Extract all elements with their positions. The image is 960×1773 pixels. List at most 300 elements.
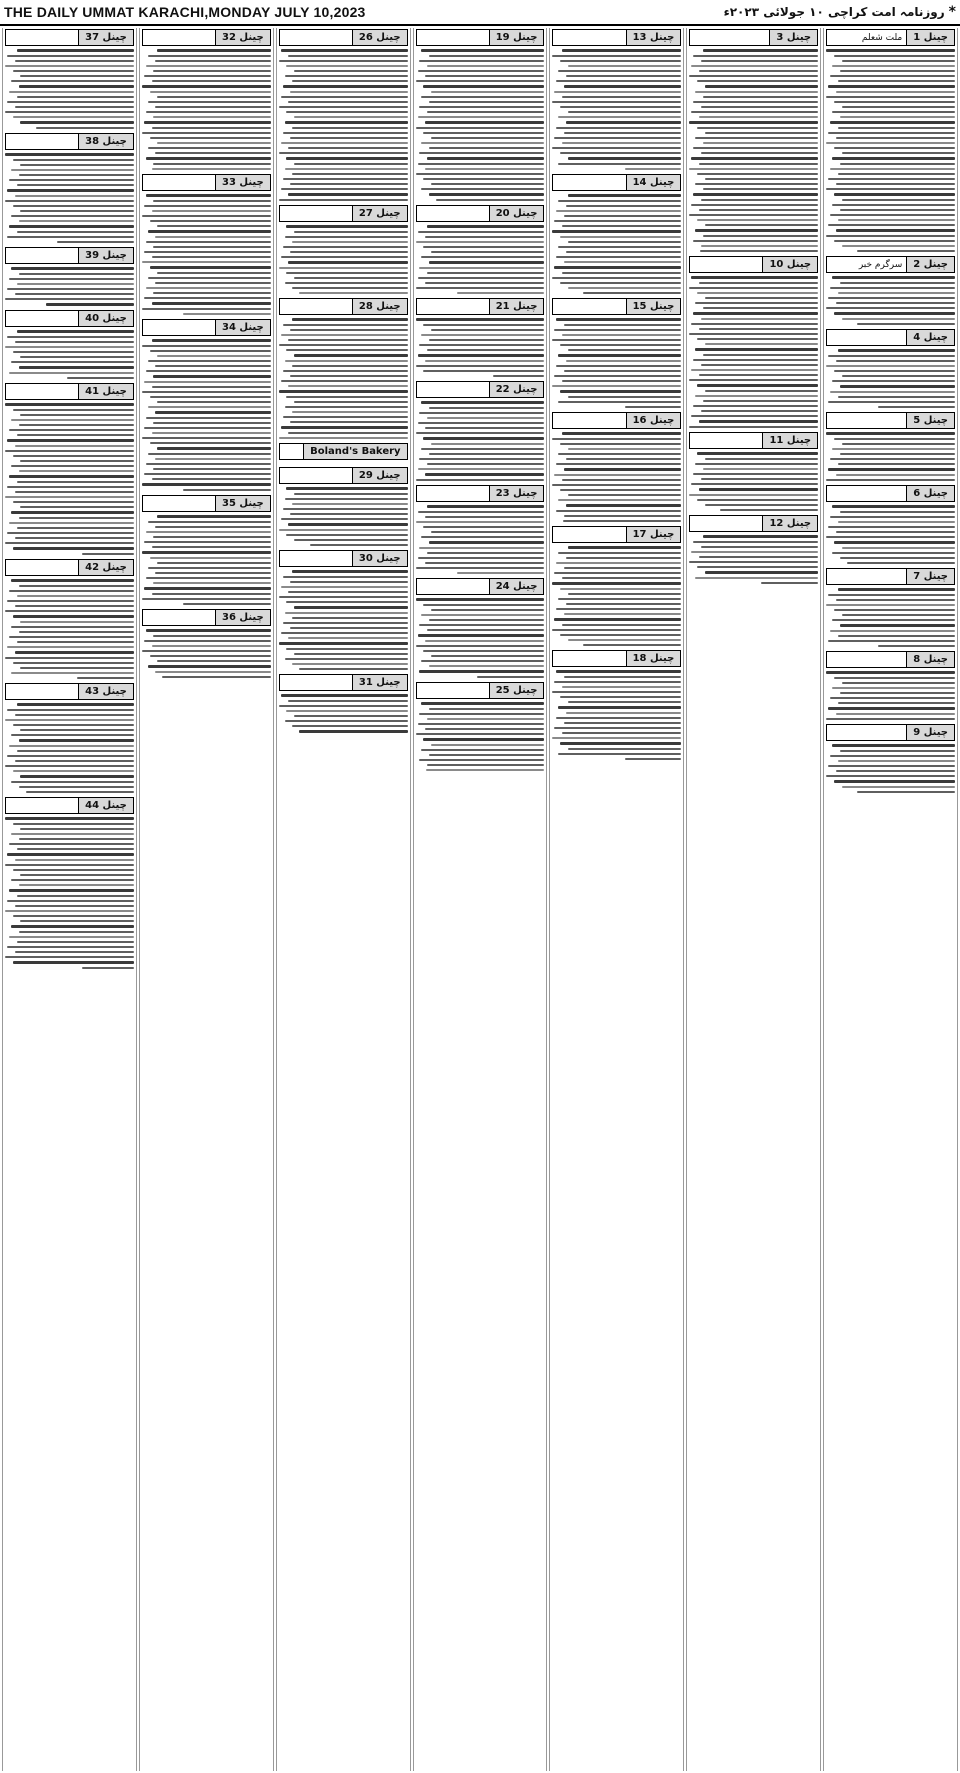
ad-header bbox=[142, 174, 271, 191]
text-line bbox=[705, 343, 818, 345]
text-line bbox=[9, 429, 134, 431]
classified-ad bbox=[552, 298, 681, 409]
text-line bbox=[285, 75, 408, 77]
classified-ad bbox=[5, 383, 134, 556]
text-line bbox=[826, 96, 955, 98]
ad-category bbox=[207, 30, 215, 45]
text-line bbox=[9, 936, 134, 938]
text-line bbox=[564, 676, 681, 678]
text-line bbox=[697, 80, 818, 82]
text-line bbox=[5, 65, 134, 67]
text-line bbox=[840, 209, 955, 211]
text-line bbox=[292, 725, 407, 727]
text-line bbox=[828, 640, 955, 642]
text-line bbox=[150, 266, 271, 269]
text-line bbox=[290, 183, 407, 185]
text-line bbox=[429, 147, 544, 149]
text-line bbox=[566, 557, 681, 559]
text-line bbox=[283, 178, 408, 180]
ad-header bbox=[416, 381, 545, 398]
text-line bbox=[431, 137, 544, 139]
text-line bbox=[425, 427, 544, 429]
text-line bbox=[82, 967, 134, 969]
text-line bbox=[153, 292, 270, 294]
text-line bbox=[838, 173, 955, 175]
text-line bbox=[560, 443, 681, 445]
text-line bbox=[288, 55, 407, 57]
text-line bbox=[568, 65, 681, 67]
text-line bbox=[20, 414, 133, 416]
text-line bbox=[153, 246, 270, 248]
text-line bbox=[288, 523, 407, 526]
text-line bbox=[292, 318, 407, 321]
text-line bbox=[13, 455, 134, 457]
text-line bbox=[288, 591, 407, 593]
text-line bbox=[840, 282, 955, 284]
text-line bbox=[421, 49, 544, 52]
ad-column bbox=[276, 28, 411, 1771]
text-line bbox=[416, 733, 545, 735]
text-line bbox=[418, 468, 545, 470]
text-line bbox=[146, 157, 271, 160]
text-line bbox=[19, 838, 134, 840]
text-line bbox=[148, 360, 271, 362]
text-line bbox=[286, 648, 407, 650]
ad-category bbox=[481, 486, 489, 501]
text-line bbox=[427, 505, 544, 508]
text-line bbox=[436, 199, 544, 201]
text-line bbox=[429, 55, 544, 57]
text-line bbox=[11, 169, 134, 171]
text-line bbox=[554, 137, 681, 139]
text-line bbox=[13, 205, 134, 207]
text-line bbox=[842, 375, 955, 377]
ad-column bbox=[686, 28, 821, 1771]
classified-ad bbox=[279, 205, 408, 295]
text-line bbox=[838, 702, 955, 704]
text-line bbox=[568, 593, 681, 595]
text-line bbox=[695, 395, 818, 397]
ad-header bbox=[552, 650, 681, 667]
text-line bbox=[19, 366, 134, 369]
text-line bbox=[157, 355, 270, 357]
ad-header bbox=[826, 724, 955, 741]
text-line bbox=[294, 231, 407, 233]
text-line bbox=[290, 421, 407, 423]
ad-number: چینل 21 bbox=[489, 299, 544, 314]
text-line bbox=[146, 417, 271, 419]
text-line bbox=[425, 728, 544, 730]
text-line bbox=[558, 598, 681, 600]
text-line bbox=[11, 361, 134, 363]
ad-text-lines bbox=[416, 597, 545, 679]
text-line bbox=[285, 498, 408, 500]
text-line bbox=[7, 439, 134, 442]
text-line bbox=[11, 80, 134, 82]
text-line bbox=[560, 152, 681, 154]
text-line bbox=[423, 178, 544, 180]
ad-category bbox=[344, 299, 352, 314]
text-line bbox=[695, 91, 818, 93]
text-line bbox=[840, 511, 955, 513]
text-line bbox=[566, 458, 681, 460]
text-line bbox=[20, 828, 133, 830]
text-line bbox=[155, 106, 270, 108]
text-line bbox=[281, 96, 408, 98]
text-line bbox=[566, 121, 681, 124]
text-line bbox=[419, 267, 544, 269]
text-line bbox=[157, 562, 270, 564]
text-line bbox=[558, 354, 681, 357]
classified-ad bbox=[689, 432, 818, 512]
classified-ad bbox=[142, 174, 271, 316]
text-line bbox=[153, 536, 270, 538]
text-line bbox=[552, 55, 681, 57]
classified-ad bbox=[142, 29, 271, 171]
text-line bbox=[285, 406, 408, 408]
text-line bbox=[562, 272, 681, 274]
text-line bbox=[283, 246, 408, 248]
ad-text-lines bbox=[826, 587, 955, 648]
masthead bbox=[0, 0, 960, 26]
text-line bbox=[562, 142, 681, 144]
text-line bbox=[146, 111, 271, 113]
ad-header bbox=[142, 29, 271, 46]
text-line bbox=[425, 168, 544, 170]
text-line bbox=[691, 551, 818, 553]
ad-text-lines bbox=[689, 451, 818, 512]
text-line bbox=[9, 179, 134, 181]
ad-category bbox=[618, 175, 626, 190]
classified-ad bbox=[826, 29, 955, 253]
text-line bbox=[562, 732, 681, 734]
text-line bbox=[148, 101, 271, 103]
ad-header bbox=[5, 247, 134, 264]
text-line bbox=[701, 546, 818, 548]
classified-ad bbox=[416, 205, 545, 295]
text-line bbox=[568, 701, 681, 703]
text-line bbox=[419, 759, 544, 761]
text-line bbox=[157, 660, 270, 662]
text-line bbox=[419, 344, 544, 346]
ad-number: چینل 10 bbox=[762, 257, 817, 272]
urdu-masthead bbox=[724, 4, 956, 20]
text-line bbox=[11, 925, 134, 928]
text-line bbox=[834, 55, 955, 57]
text-line bbox=[693, 55, 818, 57]
text-line bbox=[144, 251, 271, 253]
text-line bbox=[828, 85, 955, 88]
ad-column bbox=[823, 28, 958, 1771]
ad-category bbox=[481, 683, 489, 698]
text-line bbox=[152, 302, 271, 305]
text-line bbox=[11, 833, 134, 835]
text-line bbox=[7, 486, 134, 488]
text-line bbox=[830, 516, 955, 518]
text-line bbox=[554, 727, 681, 729]
text-line bbox=[423, 324, 544, 326]
text-line bbox=[840, 116, 955, 118]
ad-text-lines bbox=[5, 402, 134, 556]
text-line bbox=[142, 483, 271, 486]
ad-category bbox=[618, 30, 626, 45]
text-line bbox=[423, 370, 544, 372]
text-line bbox=[836, 474, 955, 476]
text-line bbox=[13, 409, 134, 411]
text-line bbox=[429, 541, 544, 544]
text-line bbox=[153, 375, 270, 378]
text-line bbox=[562, 96, 681, 98]
text-line bbox=[419, 670, 544, 673]
text-line bbox=[281, 188, 408, 190]
text-line bbox=[286, 487, 407, 490]
text-line bbox=[693, 193, 818, 196]
text-line bbox=[183, 489, 271, 491]
ad-number: چینل 18 bbox=[626, 651, 681, 666]
text-line bbox=[431, 91, 544, 93]
text-line bbox=[283, 416, 408, 418]
classified-ad bbox=[416, 485, 545, 575]
text-line bbox=[67, 377, 134, 379]
ad-column bbox=[2, 28, 137, 1771]
text-line bbox=[416, 365, 545, 367]
text-line bbox=[583, 644, 681, 646]
text-line bbox=[425, 236, 544, 238]
text-line bbox=[568, 546, 681, 549]
english-masthead-title: THE DAILY UMMAT KARACHI,MONDAY JULY 10,2023 bbox=[4, 4, 366, 20]
text-line bbox=[834, 438, 955, 440]
text-line bbox=[693, 147, 818, 149]
ad-header bbox=[552, 412, 681, 429]
text-line bbox=[429, 261, 544, 264]
ad-category bbox=[481, 206, 489, 221]
ad-header bbox=[826, 568, 955, 585]
classified-ad bbox=[5, 247, 134, 307]
text-line bbox=[17, 283, 134, 285]
text-line bbox=[283, 370, 408, 372]
ad-category bbox=[898, 413, 906, 428]
text-line bbox=[20, 621, 133, 623]
text-line bbox=[279, 267, 408, 269]
text-line bbox=[418, 634, 545, 637]
text-line bbox=[830, 755, 955, 757]
text-line bbox=[150, 220, 271, 222]
text-line bbox=[427, 225, 544, 228]
ad-text-lines bbox=[5, 578, 134, 680]
text-line bbox=[560, 742, 681, 745]
text-line bbox=[294, 606, 407, 609]
text-line bbox=[842, 786, 955, 788]
text-line bbox=[836, 229, 955, 232]
text-line bbox=[423, 437, 544, 440]
text-line bbox=[152, 210, 271, 212]
text-line bbox=[146, 65, 271, 67]
text-line bbox=[281, 49, 408, 52]
ad-category bbox=[344, 30, 352, 45]
text-line bbox=[144, 587, 271, 590]
text-line bbox=[832, 505, 955, 508]
ad-header bbox=[689, 256, 818, 273]
classified-ad bbox=[416, 578, 545, 679]
classified-ad bbox=[689, 515, 818, 585]
text-line bbox=[701, 152, 818, 154]
classified-ad bbox=[5, 683, 134, 794]
text-line bbox=[556, 318, 681, 321]
text-line bbox=[689, 214, 818, 216]
text-line bbox=[425, 282, 544, 284]
text-line bbox=[157, 49, 270, 52]
text-line bbox=[423, 738, 544, 741]
text-line bbox=[427, 349, 544, 351]
ad-text-lines bbox=[142, 48, 271, 171]
text-line bbox=[695, 348, 818, 351]
text-line bbox=[5, 542, 134, 544]
ad-category bbox=[618, 527, 626, 542]
text-line bbox=[281, 426, 408, 429]
ad-header bbox=[552, 298, 681, 315]
ad-header bbox=[552, 174, 681, 191]
text-line bbox=[19, 424, 134, 426]
text-line bbox=[703, 307, 818, 309]
text-line bbox=[842, 682, 955, 684]
text-line bbox=[427, 764, 544, 766]
text-line bbox=[556, 463, 681, 465]
text-line bbox=[20, 356, 133, 358]
text-line bbox=[554, 329, 681, 331]
ad-category bbox=[898, 569, 906, 584]
text-line bbox=[146, 577, 271, 579]
ad-number: چینل 7 bbox=[906, 569, 954, 584]
text-line bbox=[826, 365, 955, 367]
text-line bbox=[15, 605, 134, 607]
text-line bbox=[828, 526, 955, 528]
text-line bbox=[720, 509, 818, 511]
text-line bbox=[832, 65, 955, 67]
text-line bbox=[286, 601, 407, 603]
ad-number: چینل 1 bbox=[906, 30, 954, 45]
ad-number: چینل 27 bbox=[352, 206, 407, 221]
text-line bbox=[11, 626, 134, 628]
text-line bbox=[19, 739, 134, 742]
text-line bbox=[552, 629, 681, 631]
text-line bbox=[155, 526, 270, 528]
text-line bbox=[146, 463, 271, 465]
text-line bbox=[288, 193, 407, 196]
ad-number: چینل 13 bbox=[626, 30, 681, 45]
text-line bbox=[19, 174, 134, 176]
text-line bbox=[834, 780, 955, 783]
text-line bbox=[423, 132, 544, 134]
text-line bbox=[826, 188, 955, 190]
ad-header bbox=[689, 432, 818, 449]
text-line bbox=[838, 588, 955, 591]
text-line bbox=[155, 671, 270, 673]
text-line bbox=[279, 344, 408, 346]
text-line bbox=[150, 557, 271, 559]
text-line bbox=[17, 941, 134, 943]
text-line bbox=[157, 401, 270, 403]
text-line bbox=[558, 116, 681, 118]
text-line bbox=[552, 101, 681, 103]
ad-header bbox=[826, 485, 955, 502]
ad-number: چینل 17 bbox=[626, 527, 681, 542]
text-line bbox=[17, 434, 134, 436]
text-line bbox=[832, 111, 955, 113]
text-line bbox=[564, 215, 681, 217]
text-line bbox=[421, 142, 544, 144]
text-line bbox=[421, 749, 544, 751]
text-line bbox=[148, 521, 271, 523]
text-line bbox=[82, 553, 134, 555]
text-line bbox=[155, 282, 270, 284]
text-line bbox=[418, 70, 545, 72]
text-line bbox=[279, 152, 408, 154]
ad-number: چینل 36 bbox=[215, 610, 270, 625]
text-line bbox=[457, 572, 545, 574]
text-line bbox=[292, 80, 407, 82]
text-line bbox=[554, 572, 681, 574]
text-line bbox=[421, 702, 544, 705]
text-line bbox=[7, 532, 134, 534]
ad-text-lines bbox=[279, 486, 408, 547]
text-line bbox=[838, 292, 955, 294]
text-line bbox=[842, 547, 955, 549]
text-line bbox=[17, 895, 134, 897]
text-line bbox=[840, 385, 955, 388]
ad-category bbox=[344, 206, 352, 221]
text-line bbox=[689, 426, 818, 428]
classified-ad bbox=[689, 256, 818, 429]
text-line bbox=[20, 164, 133, 166]
text-line bbox=[418, 557, 545, 559]
text-line bbox=[834, 101, 955, 103]
ad-text-lines bbox=[142, 628, 271, 679]
text-line bbox=[294, 70, 407, 72]
text-line bbox=[558, 706, 681, 709]
text-line bbox=[15, 60, 134, 62]
text-line bbox=[142, 437, 271, 439]
ad-header bbox=[826, 651, 955, 668]
text-line bbox=[286, 225, 407, 228]
text-line bbox=[279, 60, 408, 62]
text-line bbox=[699, 328, 818, 330]
text-line bbox=[36, 127, 134, 129]
classified-ad bbox=[279, 298, 408, 440]
ad-header bbox=[689, 515, 818, 532]
text-line bbox=[19, 273, 134, 275]
text-line bbox=[144, 121, 271, 124]
ad-number: چینل 29 bbox=[352, 468, 407, 483]
text-line bbox=[552, 737, 681, 739]
ad-header bbox=[416, 682, 545, 699]
text-line bbox=[11, 781, 134, 783]
classified-ad bbox=[552, 412, 681, 523]
ad-number: چینل 22 bbox=[489, 382, 544, 397]
text-line bbox=[568, 448, 681, 450]
text-line bbox=[416, 567, 545, 569]
text-line bbox=[689, 561, 818, 563]
text-line bbox=[279, 705, 408, 707]
ad-category bbox=[70, 384, 78, 399]
text-line bbox=[150, 655, 271, 657]
ad-category bbox=[70, 798, 78, 813]
text-line bbox=[427, 417, 544, 419]
classified-ad bbox=[826, 412, 955, 482]
text-line bbox=[153, 200, 270, 202]
text-line bbox=[288, 339, 407, 341]
text-line bbox=[11, 579, 134, 582]
text-line bbox=[457, 292, 545, 294]
